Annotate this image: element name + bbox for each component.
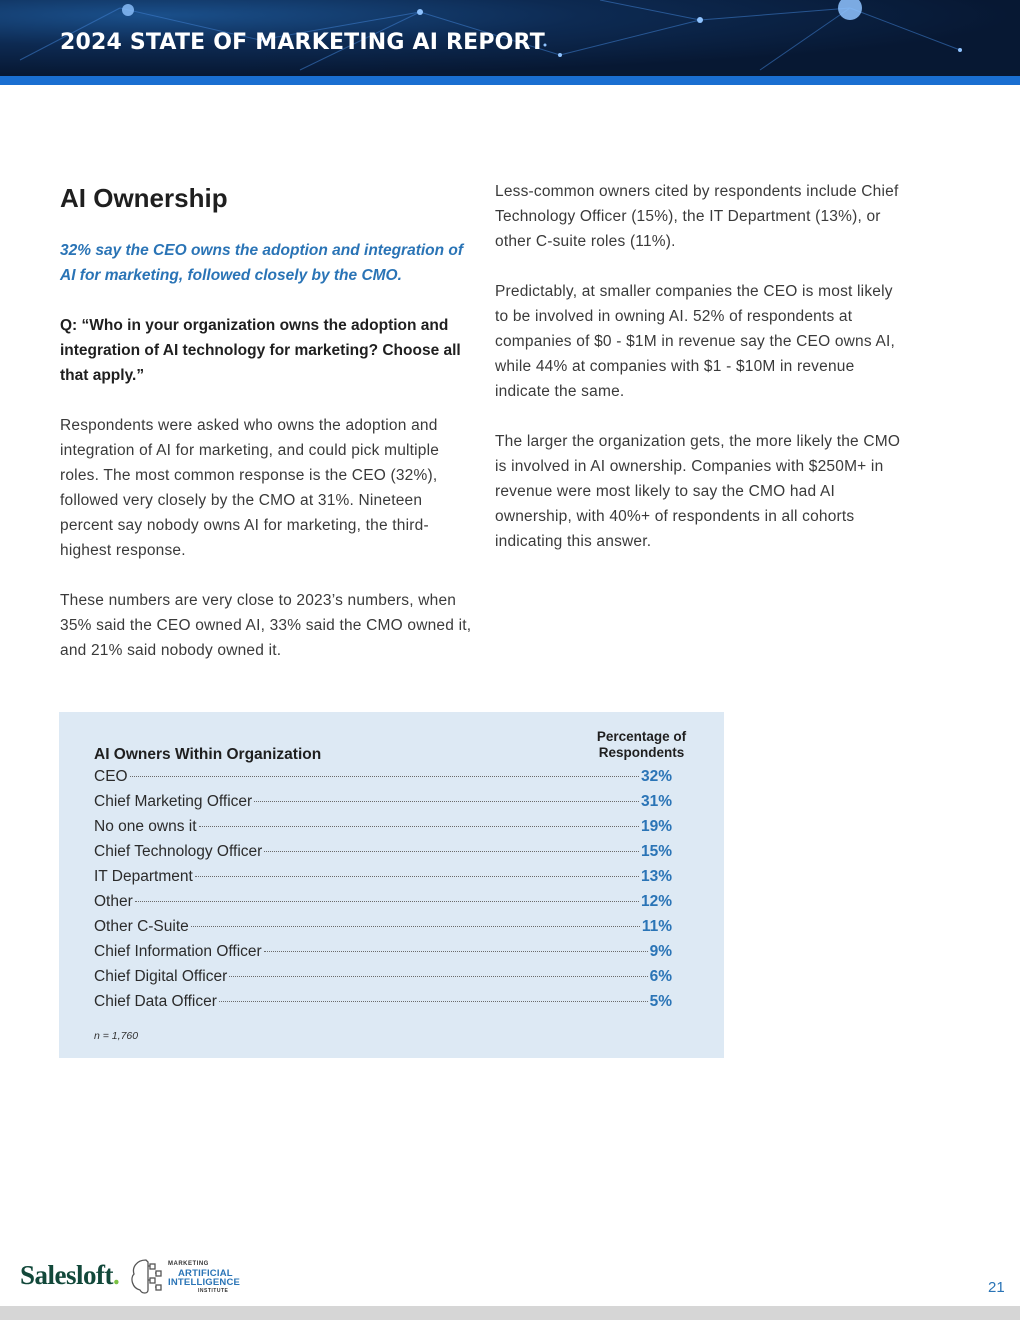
- body-paragraph: Respondents were asked who owns the adoption and integration of AI for marketing, and could pick multiple roles. The most common response is the CEO (32%), followed very closely by the CMO at 31%. Nineteen percent say nobody owns AI for marketing, the third-highest response.: [60, 417, 440, 559]
- row-label: Chief Marketing Officer: [94, 793, 253, 810]
- salesloft-logo: Salesloft.: [20, 1260, 120, 1290]
- ai-owners-table: [59, 712, 724, 1058]
- table-row: [94, 868, 672, 893]
- left-column: [60, 180, 475, 663]
- page-number: 21: [988, 1279, 1005, 1296]
- row-label: Chief Data Officer: [94, 993, 217, 1010]
- row-label: No one owns it: [94, 818, 197, 835]
- maii-logo: [168, 1260, 240, 1296]
- table-row: [94, 918, 672, 943]
- dot-leader: [199, 826, 639, 827]
- table-row: [94, 893, 672, 918]
- row-value: 12%: [640, 893, 672, 910]
- row-label: CEO: [94, 768, 128, 785]
- table-column-heading: Percentage of Respondents: [596, 729, 687, 760]
- body-paragraph: The larger the organization gets, the more likely the CMO is involved in AI ownership. Companies with $250M+ in revenue were most likely to say the CMO had AI ownership, with 40%+ of respondents in all cohorts indicating this answer.: [495, 433, 901, 550]
- maii-logo-line: INSTITUTE: [198, 1288, 229, 1294]
- table-heading: AI Owners Within Organization: [94, 746, 322, 763]
- row-value: 13%: [640, 868, 672, 885]
- right-column: [495, 179, 905, 554]
- dot-leader: [229, 976, 647, 977]
- row-value: 5%: [649, 993, 672, 1010]
- table-rows: [94, 768, 672, 1018]
- header-banner: [0, 0, 1020, 76]
- row-label: Other: [94, 893, 133, 910]
- table-row: [94, 793, 672, 818]
- row-value: 31%: [640, 793, 672, 810]
- maii-logo-line: INTELLIGENCE: [168, 1277, 241, 1288]
- table-row: [94, 968, 672, 993]
- dot-leader: [254, 801, 639, 802]
- section-title: AI Ownership: [60, 183, 228, 213]
- table-row: [94, 993, 672, 1018]
- table-row: [94, 768, 672, 793]
- dot-leader: [135, 901, 639, 902]
- body-paragraph: Predictably, at smaller companies the CEO is most likely to be involved in owning AI. 52% of respondents at companies of $0 - $1M in revenue say the CEO owns AI, while 44% at companies with $1 - $10M in revenue indicate the same.: [495, 283, 896, 400]
- dot-leader: [264, 851, 639, 852]
- row-label: Chief Technology Officer: [94, 843, 263, 860]
- dot-leader: [130, 776, 639, 777]
- dot-leader: [264, 951, 648, 952]
- key-finding: 32% say the CEO owns the adoption and integration of AI for marketing, followed closely by the CMO.: [60, 242, 464, 284]
- row-label: Chief Digital Officer: [94, 968, 228, 985]
- body-paragraph: These numbers are very close to 2023’s numbers, when 35% said the CEO owned AI, 33% said the CMO owned it, and 21% said nobody owned it.: [60, 592, 472, 659]
- row-value: 6%: [649, 968, 672, 985]
- row-value: 19%: [640, 818, 672, 835]
- report-title: 2024 STATE OF MARKETING AI REPORT: [60, 30, 545, 55]
- table-row: [94, 818, 672, 843]
- row-label: IT Department: [94, 868, 193, 885]
- survey-question: Q: “Who in your organization owns the adoption and integration of AI technology for marketing? Choose all that apply.”: [60, 317, 461, 384]
- maii-logo-line: ARTIFICIAL: [178, 1268, 233, 1279]
- brain-icon: [128, 1256, 168, 1296]
- row-value: 11%: [641, 918, 672, 935]
- row-value: 15%: [640, 843, 672, 860]
- row-value: 9%: [649, 943, 672, 960]
- sample-size-note: n = 1,760: [94, 1030, 139, 1042]
- header-stripe: [0, 76, 1020, 85]
- row-value: 32%: [640, 768, 672, 785]
- salesloft-logo-text: Salesloft: [20, 1260, 113, 1290]
- row-label: Other C-Suite: [94, 918, 189, 935]
- table-row: [94, 943, 672, 968]
- body-paragraph: Less-common owners cited by respondents include Chief Technology Officer (15%), the IT Department (13%), or other C-suite roles (11%).: [495, 183, 899, 250]
- dot-leader: [191, 926, 640, 927]
- table-row: [94, 843, 672, 868]
- dot-leader: [219, 1001, 648, 1002]
- row-label: Chief Information Officer: [94, 943, 262, 960]
- footer-bar: [0, 1306, 1020, 1320]
- maii-logo-line: MARKETING: [168, 1261, 209, 1267]
- dot-leader: [195, 876, 639, 877]
